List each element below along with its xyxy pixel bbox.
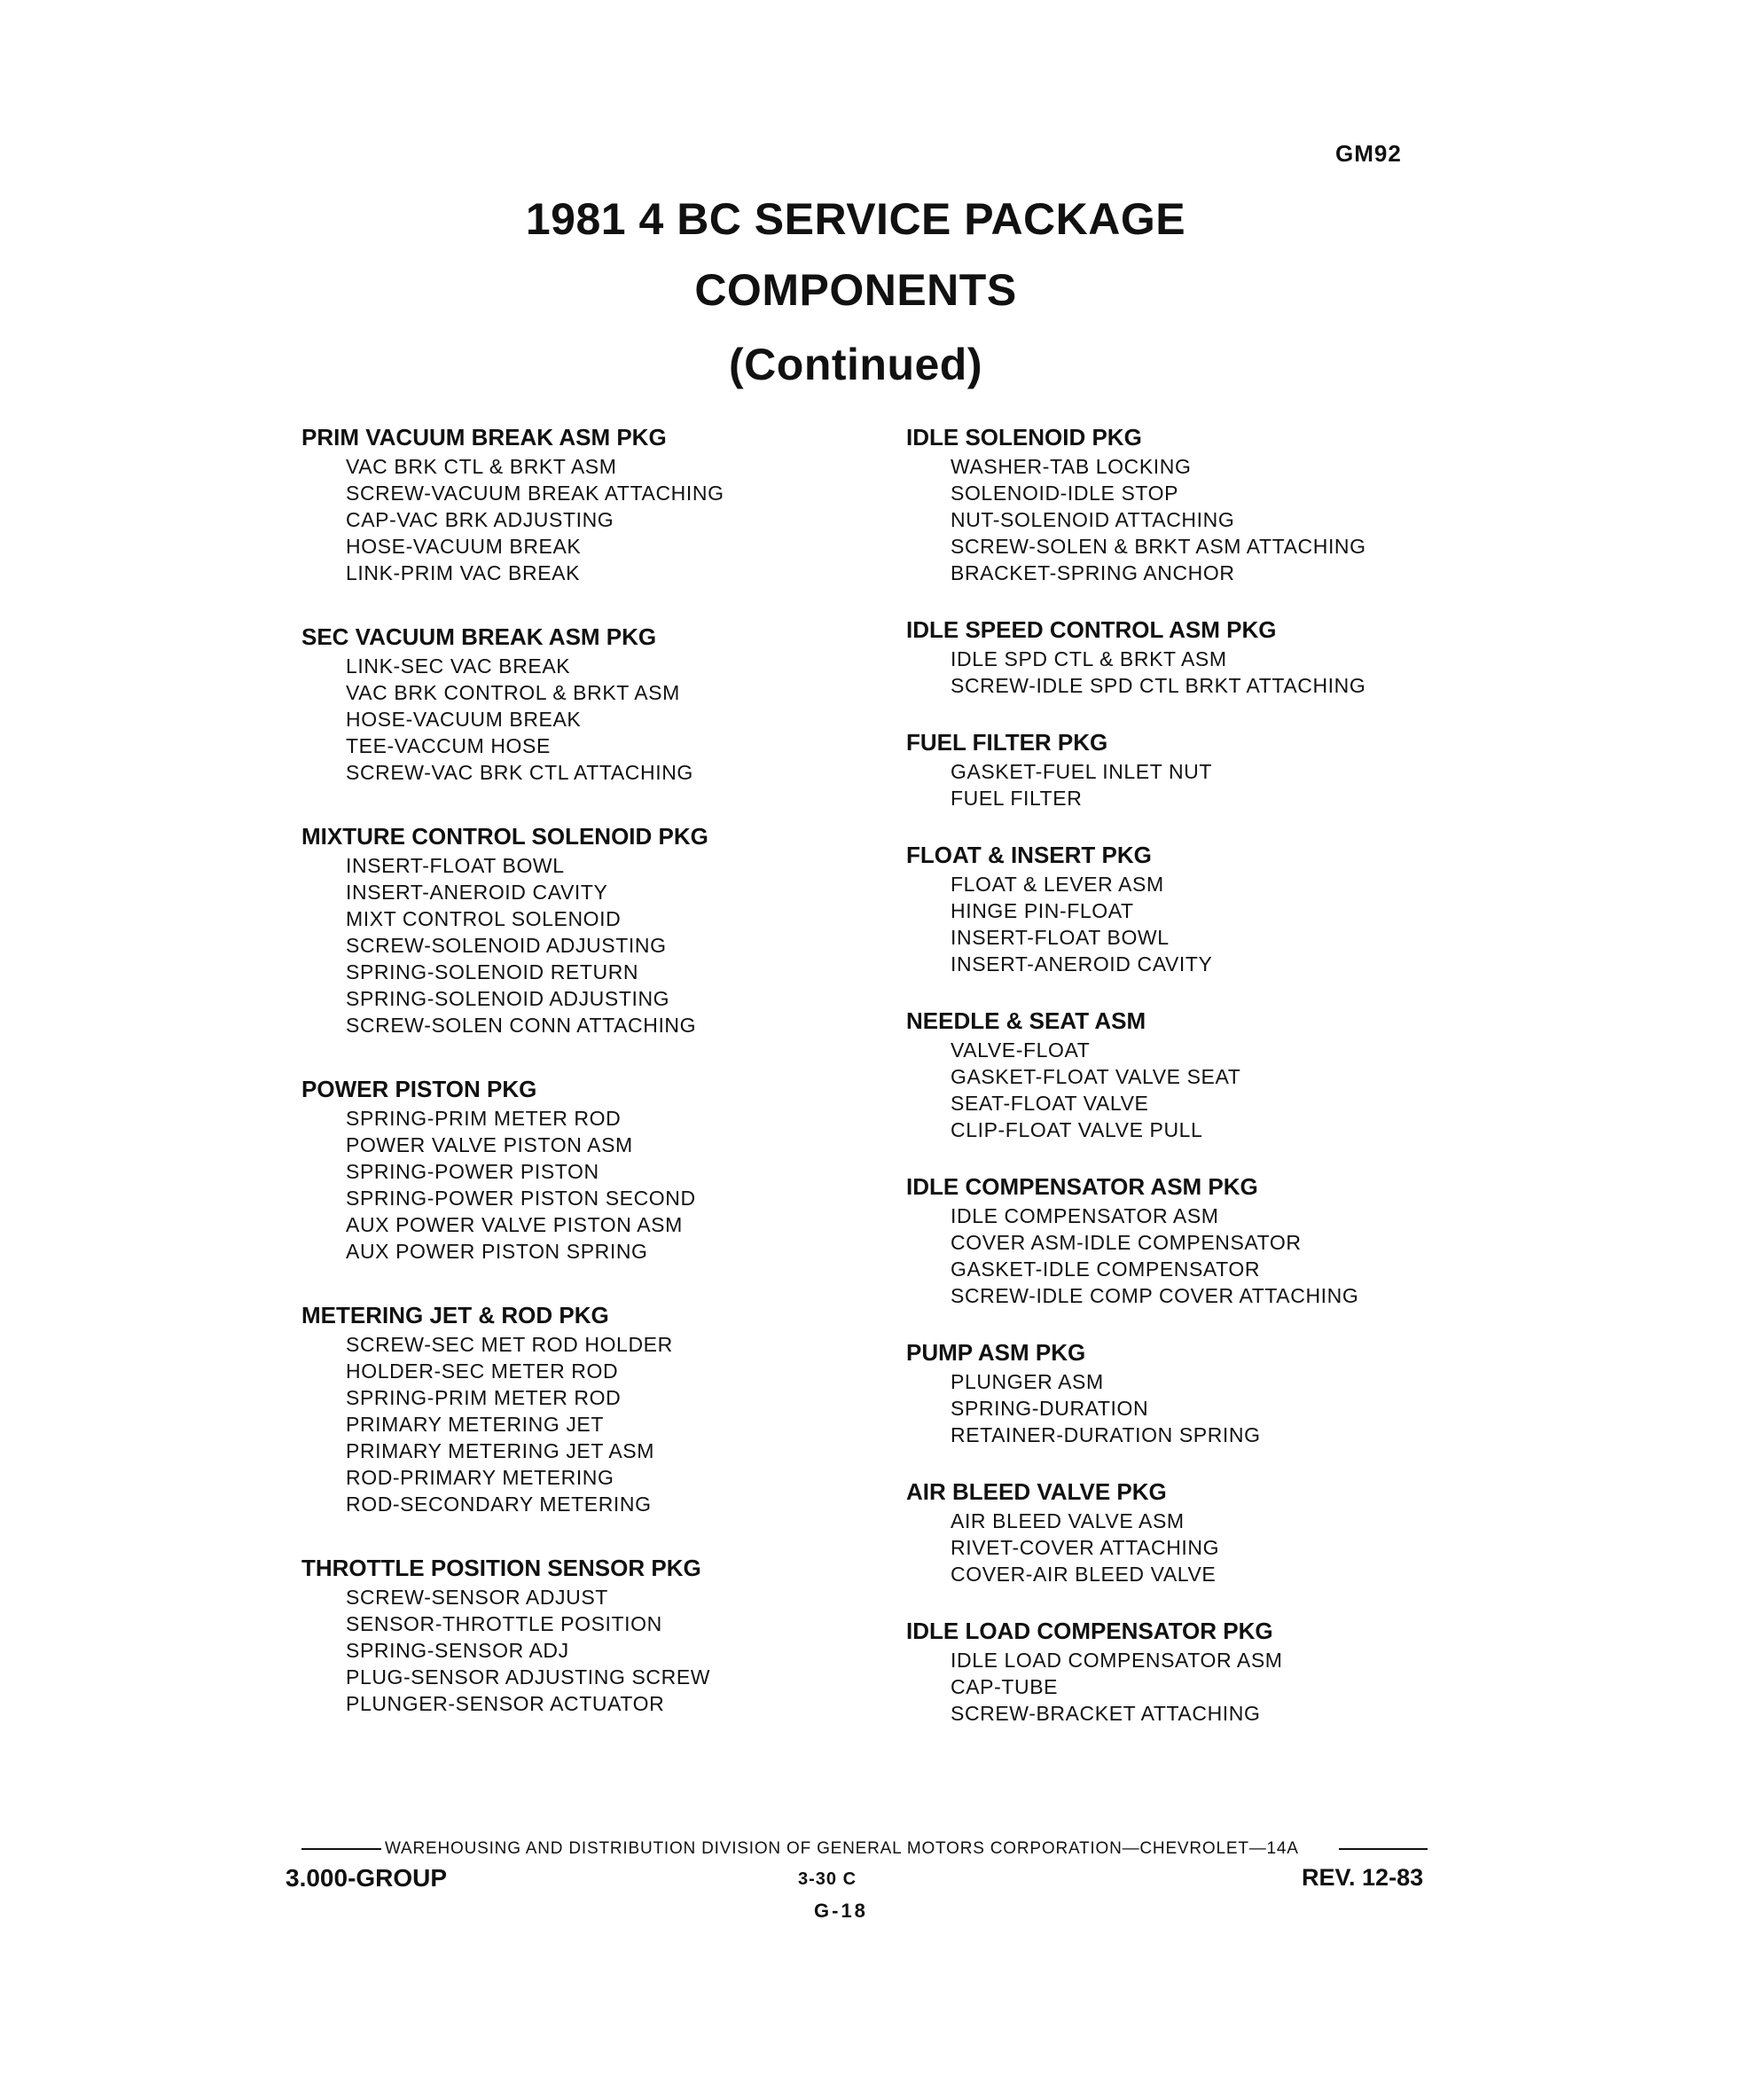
component-item: IDLE COMPENSATOR ASM [951,1204,1219,1227]
component-item: SPRING-PRIM METER ROD [346,1386,622,1409]
page-title-line-3: (Continued) [729,340,982,389]
package-section [301,623,869,786]
package-section [906,1478,1474,1587]
package-title: PRIM VACUUM BREAK ASM PKG [301,424,667,451]
page-title-line-1: 1981 4 BC SERVICE PACKAGE [525,194,1186,244]
component-item: WASHER-TAB LOCKING [951,455,1192,478]
component-item: AIR BLEED VALVE ASM [951,1509,1185,1532]
footer-rule-left [301,1848,381,1850]
component-item: RETAINER-DURATION SPRING [951,1423,1261,1446]
component-item: SCREW-VAC BRK CTL ATTACHING [346,761,693,784]
package-section [906,1339,1474,1448]
package-title: IDLE LOAD COMPENSATOR PKG [906,1618,1273,1644]
package-title: PUMP ASM PKG [906,1339,1086,1366]
component-item: SPRING-POWER PISTON SECOND [346,1187,696,1210]
component-item: CAP-VAC BRK ADJUSTING [346,508,614,531]
component-item: HOSE-VACUUM BREAK [346,708,582,731]
component-item: INSERT-FLOAT BOWL [346,854,565,877]
component-list [906,1203,1474,1309]
component-item: SCREW-SOLENOID ADJUSTING [346,934,667,957]
component-item: SCREW-BRACKET ATTACHING [951,1702,1261,1725]
component-item: COVER ASM-IDLE COMPENSATOR [951,1231,1302,1254]
footer-rule-right [1339,1848,1428,1850]
component-item: ROD-SECONDARY METERING [346,1493,652,1516]
footer-division-line: WAREHOUSING AND DISTRIBUTION DIVISION OF GENERAL MOTORS CORPORATION—CHEVROLET—14A [381,1839,1303,1859]
package-title: SEC VACUUM BREAK ASM PKG [301,623,657,650]
component-list [301,1331,869,1517]
component-item: PRIMARY METERING JET ASM [346,1439,654,1462]
component-list [301,1584,869,1717]
component-item: IDLE LOAD COMPENSATOR ASM [951,1649,1283,1672]
component-item: COVER-AIR BLEED VALVE [951,1563,1217,1586]
document-code: GM92 [1335,140,1402,167]
component-list [906,758,1474,811]
component-item: ROD-PRIMARY METERING [346,1466,614,1489]
package-section [301,1302,869,1517]
package-section [906,1007,1474,1143]
package-title: IDLE COMPENSATOR ASM PKG [906,1173,1258,1200]
component-item: SPRING-SOLENOID ADJUSTING [346,987,670,1010]
component-list [301,653,869,786]
component-item: SCREW-SOLEN & BRKT ASM ATTACHING [951,535,1366,558]
package-title: IDLE SPEED CONTROL ASM PKG [906,616,1277,643]
component-list [906,1508,1474,1587]
component-list [906,1647,1474,1727]
component-item: PLUNGER ASM [951,1370,1104,1393]
component-item: LINK-SEC VAC BREAK [346,654,571,678]
package-section [906,1618,1474,1727]
package-section [906,616,1474,699]
component-item: GASKET-FLOAT VALVE SEAT [951,1065,1241,1088]
page-title-line-2: COMPONENTS [694,265,1017,315]
package-title: METERING JET & ROD PKG [301,1302,609,1328]
component-item: GASKET-FUEL INLET NUT [951,760,1213,783]
component-item: AUX POWER VALVE PISTON ASM [346,1213,683,1236]
component-item: SPRING-PRIM METER ROD [346,1107,622,1130]
component-item: SCREW-VACUUM BREAK ATTACHING [346,482,724,505]
component-item: SPRING-DURATION [951,1397,1149,1420]
component-item: CLIP-FLOAT VALVE PULL [951,1118,1203,1141]
component-item: NUT-SOLENOID ATTACHING [951,508,1235,531]
component-item: SOLENOID-IDLE STOP [951,482,1179,505]
component-item: INSERT-FLOAT BOWL [951,926,1170,949]
right-column [906,424,1474,1757]
left-column [301,424,869,1754]
package-section [906,424,1474,586]
component-item: VAC BRK CTL & BRKT ASM [346,455,617,478]
component-list [906,1037,1474,1143]
component-item: SCREW-IDLE COMP COVER ATTACHING [951,1284,1359,1307]
component-item: FUEL FILTER [951,787,1083,810]
component-item: SPRING-SENSOR ADJ [346,1639,569,1662]
package-title: POWER PISTON PKG [301,1076,537,1102]
component-item: HOSE-VACUUM BREAK [346,535,582,558]
component-list [906,1368,1474,1448]
component-item: INSERT-ANEROID CAVITY [951,952,1213,976]
component-list [301,453,869,586]
package-title: THROTTLE POSITION SENSOR PKG [301,1555,701,1581]
component-list [301,852,869,1038]
component-item: SENSOR-THROTTLE POSITION [346,1612,662,1635]
package-section [301,1076,869,1265]
component-item: SCREW-IDLE SPD CTL BRKT ATTACHING [951,674,1366,697]
component-item: PRIMARY METERING JET [346,1413,605,1436]
page-number: G-18 [814,1900,868,1922]
component-item: SCREW-SENSOR ADJUST [346,1586,608,1609]
component-item: MIXT CONTROL SOLENOID [346,907,622,930]
package-title: AIR BLEED VALVE PKG [906,1478,1167,1505]
component-item: VAC BRK CONTROL & BRKT ASM [346,681,680,704]
component-item: RIVET-COVER ATTACHING [951,1536,1220,1559]
component-item: INSERT-ANEROID CAVITY [346,881,608,904]
package-title: FLOAT & INSERT PKG [906,842,1152,868]
package-section [906,842,1474,977]
component-item: CAP-TUBE [951,1675,1059,1698]
component-item: SCREW-SOLEN CONN ATTACHING [346,1014,697,1037]
component-list [906,871,1474,977]
package-title: NEEDLE & SEAT ASM [906,1007,1146,1034]
component-item: IDLE SPD CTL & BRKT ASM [951,647,1227,670]
component-item: SPRING-POWER PISTON [346,1160,599,1183]
package-section [301,823,869,1038]
package-section [906,729,1474,811]
component-list [906,453,1474,586]
component-item: PLUG-SENSOR ADJUSTING SCREW [346,1665,711,1689]
component-list [906,646,1474,699]
package-section [301,1555,869,1717]
component-item: GASKET-IDLE COMPENSATOR [951,1258,1261,1281]
component-item: PLUNGER-SENSOR ACTUATOR [346,1692,665,1715]
component-item: VALVE-FLOAT [951,1038,1091,1062]
footer-group: 3.000-GROUP [286,1864,448,1892]
component-item: AUX POWER PISTON SPRING [346,1240,648,1263]
package-title: MIXTURE CONTROL SOLENOID PKG [301,823,708,850]
component-item: HINGE PIN-FLOAT [951,899,1134,922]
component-item: HOLDER-SEC METER ROD [346,1360,619,1383]
component-item: SCREW-SEC MET ROD HOLDER [346,1333,673,1356]
component-item: SEAT-FLOAT VALVE [951,1092,1149,1115]
footer-revision: REV. 12-83 [1302,1864,1424,1891]
component-item: POWER VALVE PISTON ASM [346,1133,633,1156]
component-item: TEE-VACCUM HOSE [346,734,551,757]
component-item: BRACKET-SPRING ANCHOR [951,561,1235,584]
package-title: IDLE SOLENOID PKG [906,424,1142,451]
component-item: LINK-PRIM VAC BREAK [346,561,581,584]
component-item: FLOAT & LEVER ASM [951,873,1164,896]
package-title: FUEL FILTER PKG [906,729,1108,756]
package-section [906,1173,1474,1309]
component-list [301,1105,869,1265]
footer-date-code: 3-30 C [798,1869,857,1889]
package-section [301,424,869,586]
component-item: SPRING-SOLENOID RETURN [346,960,639,983]
